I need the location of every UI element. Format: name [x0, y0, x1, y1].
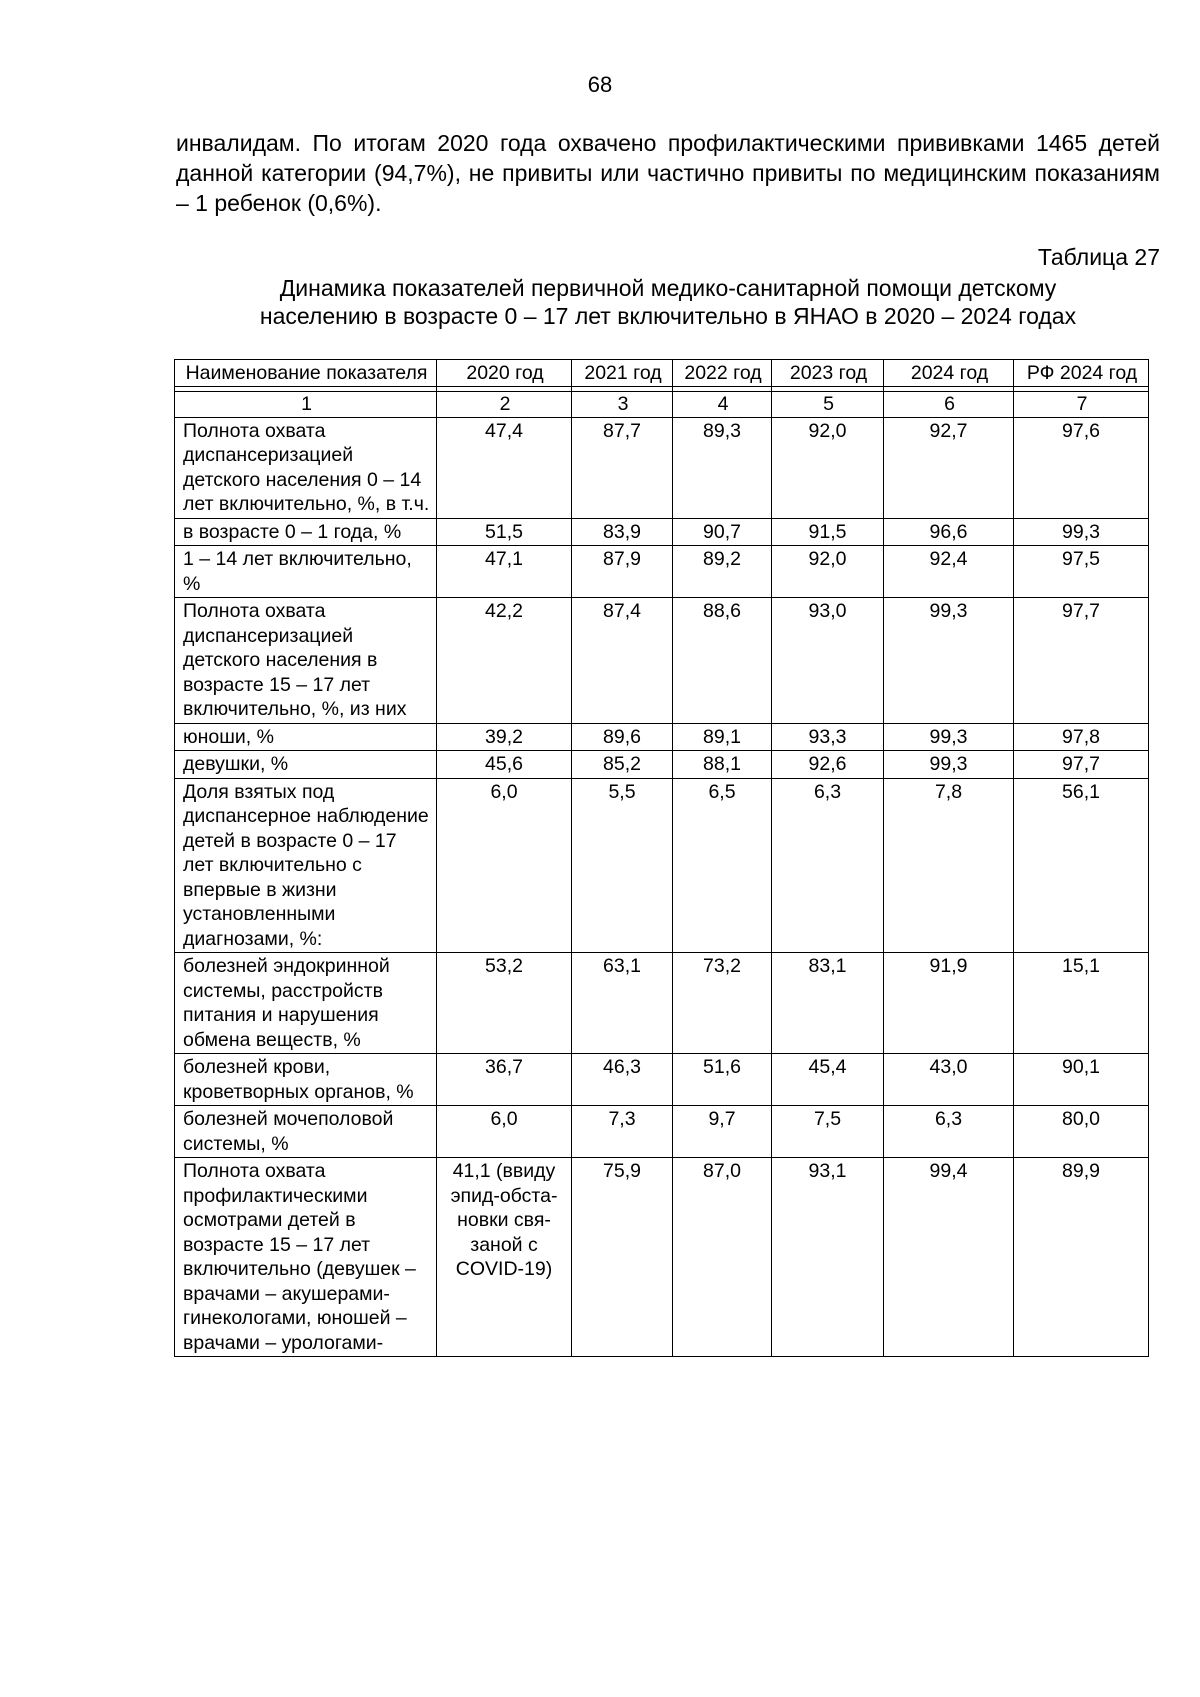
- indicator-name: болезней эндокринной системы, расстройств питания и нарушения обмена веществ, %: [175, 953, 437, 1054]
- table-row: [175, 953, 1149, 1054]
- value-cell: 56,1: [1014, 778, 1149, 953]
- value-cell: 87,4: [572, 598, 673, 724]
- indicator-name: Полнота охвата диспансеризацией детского населения 0 – 14 лет включительно, %, в т.ч.: [175, 417, 437, 518]
- value-cell: 51,6: [673, 1054, 772, 1106]
- value-cell: 99,3: [884, 598, 1014, 724]
- value-cell: 45,4: [772, 1054, 884, 1106]
- value-cell: 99,4: [884, 1158, 1014, 1357]
- value-cell: 92,7: [884, 417, 1014, 518]
- value-cell: 85,2: [572, 751, 673, 779]
- value-cell: 90,1: [1014, 1054, 1149, 1106]
- column-number-cell: 4: [673, 392, 772, 418]
- value-cell: 89,1: [673, 723, 772, 751]
- value-cell: 92,6: [772, 751, 884, 779]
- header-cell: 2024 год: [884, 360, 1014, 387]
- value-cell: 97,7: [1014, 598, 1149, 724]
- header-cell: 2021 год: [572, 360, 673, 387]
- header-cell: 2020 год: [437, 360, 572, 387]
- value-cell: 93,0: [772, 598, 884, 724]
- value-cell: 6,3: [884, 1106, 1014, 1158]
- value-cell: 92,0: [772, 546, 884, 598]
- intro-paragraph: инвалидам. По итогам 2020 года охвачено профилактическими прививками 1465 детей данной категории (94,7%), не привиты или частично привиты по медицинским показаниям – 1 ребенок (0,6%).: [176, 130, 1160, 216]
- column-number-cell: 1: [175, 392, 437, 418]
- value-cell: 83,1: [772, 953, 884, 1054]
- value-cell: 75,9: [572, 1158, 673, 1357]
- value-cell: 89,3: [673, 417, 772, 518]
- header-cell: 2022 год: [673, 360, 772, 387]
- value-cell: 92,4: [884, 546, 1014, 598]
- table-row: [175, 778, 1149, 953]
- indicator-name: 1 – 14 лет включительно, %: [175, 546, 437, 598]
- column-number-row: [175, 392, 1149, 418]
- value-cell: 87,7: [572, 417, 673, 518]
- value-cell: 51,5: [437, 518, 572, 546]
- indicator-name: Доля взятых под диспансерное наблюдение детей в возрасте 0 – 17 лет включительно с впервые в жизни установленными диагнозами, %:: [175, 778, 437, 953]
- value-cell: 90,7: [673, 518, 772, 546]
- value-cell: 39,2: [437, 723, 572, 751]
- column-number-cell: 3: [572, 392, 673, 418]
- value-cell: 91,9: [884, 953, 1014, 1054]
- header-cell: 2023 год: [772, 360, 884, 387]
- table-row: [175, 598, 1149, 724]
- table-row: [175, 546, 1149, 598]
- value-cell: 89,6: [572, 723, 673, 751]
- indicator-name: юноши, %: [175, 723, 437, 751]
- column-number-cell: 5: [772, 392, 884, 418]
- value-cell: 63,1: [572, 953, 673, 1054]
- value-cell: 97,8: [1014, 723, 1149, 751]
- value-cell: 47,4: [437, 417, 572, 518]
- value-cell: 53,2: [437, 953, 572, 1054]
- column-number-cell: 6: [884, 392, 1014, 418]
- value-cell: 88,1: [673, 751, 772, 779]
- indicator-name: болезней крови, кроветворных органов, %: [175, 1054, 437, 1106]
- value-cell: 88,6: [673, 598, 772, 724]
- value-cell: 42,2: [437, 598, 572, 724]
- value-cell: 80,0: [1014, 1106, 1149, 1158]
- indicator-name: девушки, %: [175, 751, 437, 779]
- value-cell: 9,7: [673, 1106, 772, 1158]
- value-cell: 73,2: [673, 953, 772, 1054]
- header-cell: РФ 2024 год: [1014, 360, 1149, 387]
- indicator-name: в возрасте 0 – 1 года, %: [175, 518, 437, 546]
- indicator-name: болезней мочеполовой системы, %: [175, 1106, 437, 1158]
- table-row: [175, 518, 1149, 546]
- value-cell: 93,1: [772, 1158, 884, 1357]
- value-cell: 89,2: [673, 546, 772, 598]
- value-cell: 6,0: [437, 1106, 572, 1158]
- indicator-name: Полнота охвата профилактическими осмотрами детей в возрасте 15 – 17 лет включительно (девушек – врачами – акушерами-гинекологами, юношей – врачами – урологами-: [175, 1158, 437, 1357]
- value-cell: 7,3: [572, 1106, 673, 1158]
- table-title: [176, 274, 1160, 330]
- value-cell: 91,5: [772, 518, 884, 546]
- value-cell: 97,7: [1014, 751, 1149, 779]
- value-cell: 87,9: [572, 546, 673, 598]
- value-cell: 5,5: [572, 778, 673, 953]
- value-cell: 93,3: [772, 723, 884, 751]
- value-cell: 36,7: [437, 1054, 572, 1106]
- value-cell: 6,0: [437, 778, 572, 953]
- value-cell: 92,0: [772, 417, 884, 518]
- page-number: 68: [587, 72, 613, 97]
- table-row: [175, 751, 1149, 779]
- table-row: [175, 1106, 1149, 1158]
- value-cell: 97,5: [1014, 546, 1149, 598]
- value-cell: 96,6: [884, 518, 1014, 546]
- indicators-table: [174, 359, 1149, 1357]
- value-cell: 7,5: [772, 1106, 884, 1158]
- value-cell: 83,9: [572, 518, 673, 546]
- table-row: [175, 1054, 1149, 1106]
- header-cell: Наименование показателя: [175, 360, 437, 387]
- value-cell: 46,3: [572, 1054, 673, 1106]
- value-cell: 99,3: [1014, 518, 1149, 546]
- value-cell: 97,6: [1014, 417, 1149, 518]
- value-cell: 15,1: [1014, 953, 1149, 1054]
- value-cell: 6,5: [673, 778, 772, 953]
- table-title-line-1: Динамика показателей первичной медико-санитарной помощи детскому: [279, 275, 1057, 301]
- value-cell: 99,3: [884, 751, 1014, 779]
- table-row: [175, 723, 1149, 751]
- column-number-cell: 7: [1014, 392, 1149, 418]
- table-row: [175, 1158, 1149, 1357]
- value-cell: 41,1 (ввиду эпид-обста-новки свя-заной с COVID-19): [437, 1158, 572, 1357]
- value-cell: 6,3: [772, 778, 884, 953]
- value-cell: 45,6: [437, 751, 572, 779]
- table-header-row: [175, 360, 1149, 387]
- value-cell: 87,0: [673, 1158, 772, 1357]
- indicator-name: Полнота охвата диспансеризацией детского населения в возрасте 15 – 17 лет включительно, %, из них: [175, 598, 437, 724]
- value-cell: 43,0: [884, 1054, 1014, 1106]
- column-number-cell: 2: [437, 392, 572, 418]
- value-cell: 47,1: [437, 546, 572, 598]
- table-title-line-2: населению в возрасте 0 – 17 лет включительно в ЯНАО в 2020 – 2024 годах: [259, 303, 1077, 329]
- value-cell: 89,9: [1014, 1158, 1149, 1357]
- table-label: Таблица 27: [1037, 244, 1160, 270]
- value-cell: 7,8: [884, 778, 1014, 953]
- table-row: [175, 417, 1149, 518]
- value-cell: 99,3: [884, 723, 1014, 751]
